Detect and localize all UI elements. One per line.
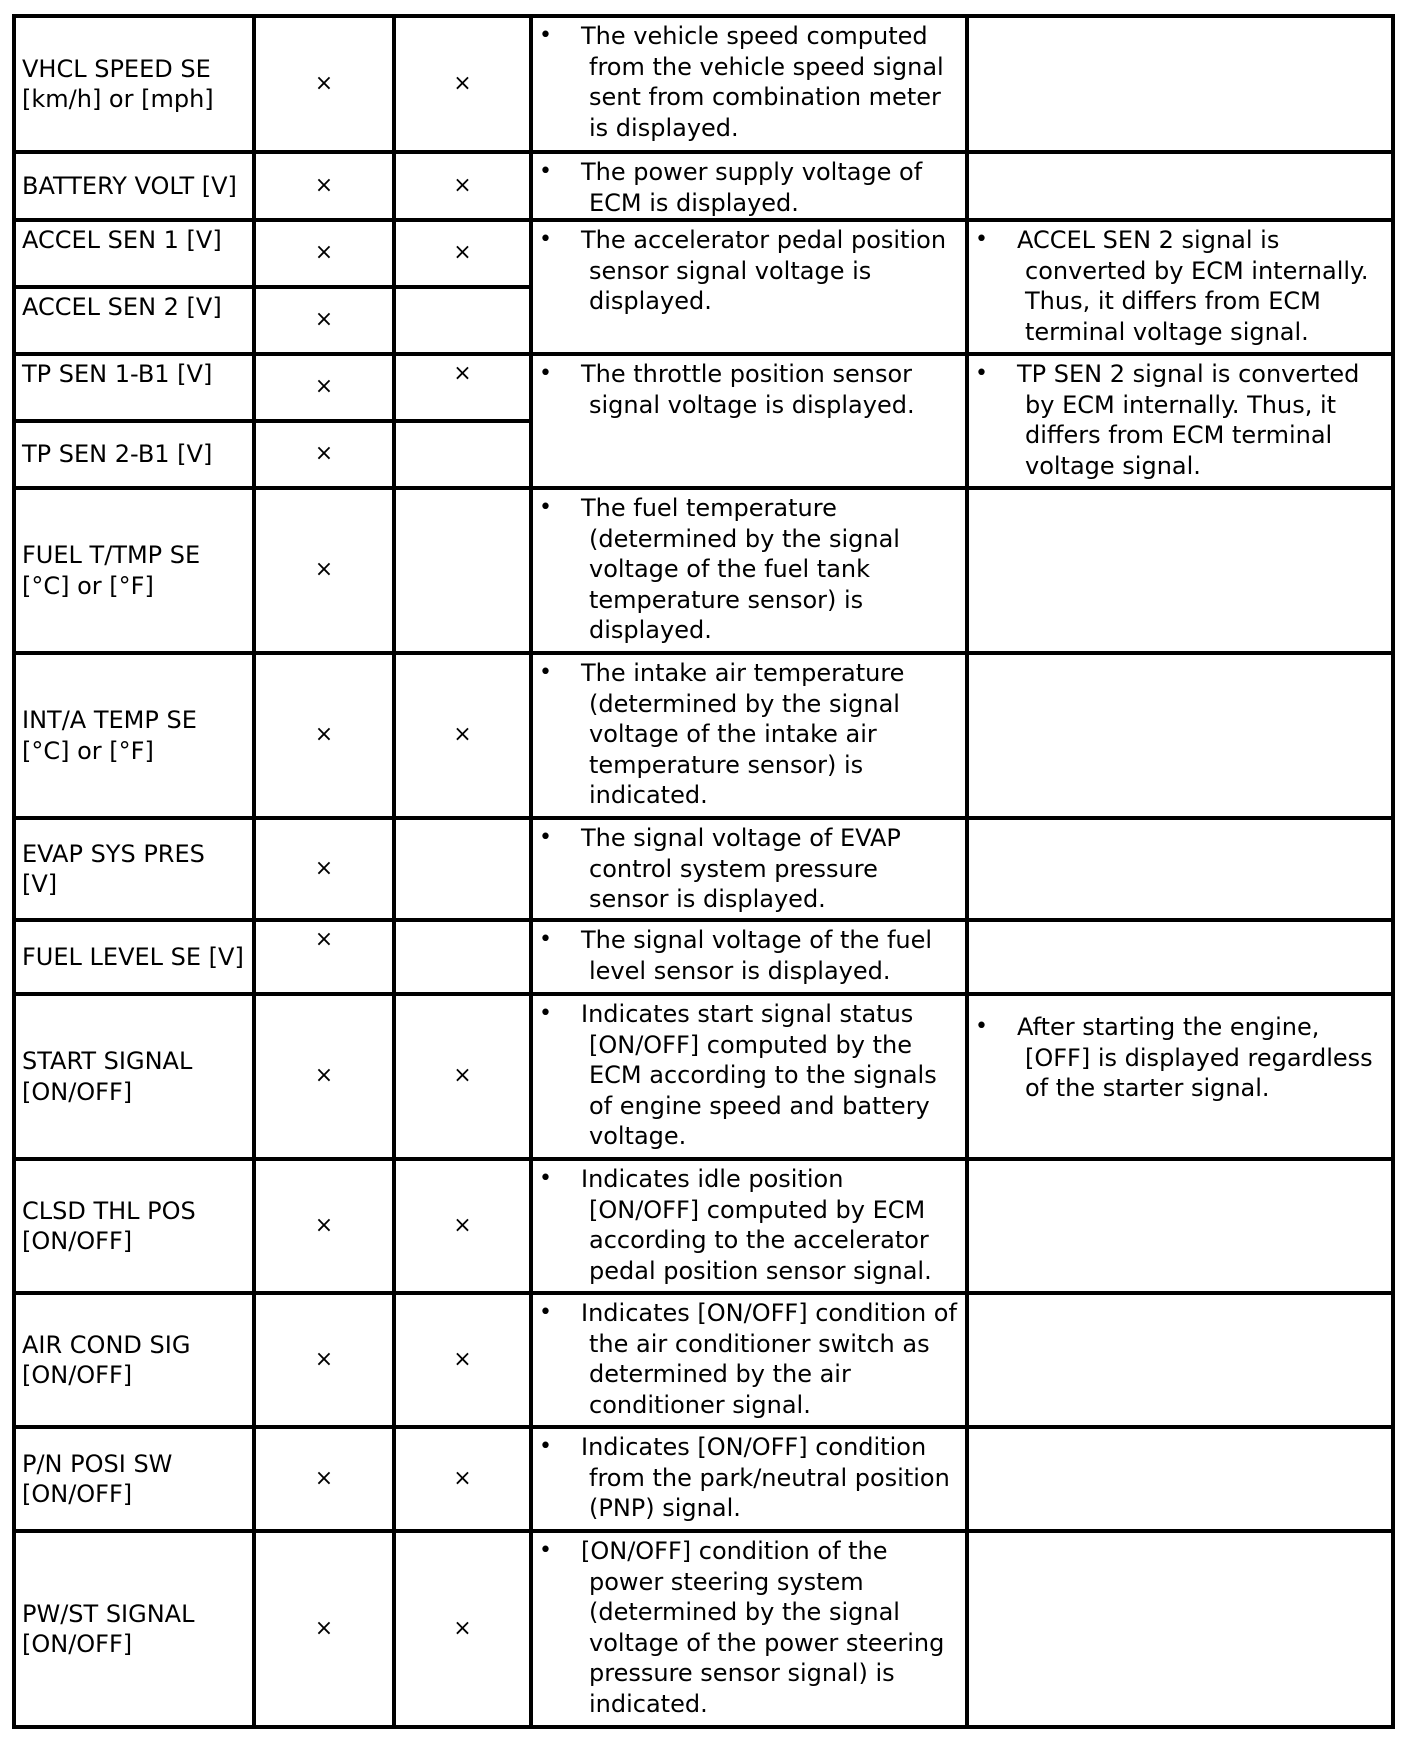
description-cell [531,1427,967,1531]
description-cell [531,994,967,1159]
description-text: • Indicates [ON/OFF] condition from the park/neutral position (PNP) signal. [539,1432,959,1524]
monitor-item-name: BATTERY VOLT [V] [14,152,254,220]
selection-mark [394,818,531,920]
main-signals-mark: × [254,421,394,488]
table-row [14,488,1393,653]
monitor-item-name: P/N POSI SW [ON/OFF] [14,1427,254,1531]
selection-mark: × [394,1427,531,1531]
remarks-cell [967,653,1393,818]
table-row [14,653,1393,818]
monitor-item-name: FUEL LEVEL SE [V] [14,920,254,994]
selection-mark [394,920,531,994]
table-row [14,220,1393,287]
remarks-cell [967,152,1393,220]
main-signals-mark: × [254,1293,394,1427]
description-text: • Indicates start signal status [ON/OFF] computed by the ECM according to the signals of engine speed and battery voltage. [539,999,959,1152]
main-signals-mark: × [254,994,394,1159]
description-text: • Indicates [ON/OFF] condition of the air conditioner switch as determined by the air conditioner signal. [539,1298,959,1420]
main-signals-mark: × [254,16,394,152]
selection-mark: × [394,220,531,287]
table-row [14,1531,1393,1727]
description-cell [531,152,967,220]
monitor-item-name: EVAP SYS PRES [V] [14,818,254,920]
remarks-text: • TP SEN 2 signal is converted by ECM internally. Thus, it differs from ECM terminal voltage signal. [975,359,1385,481]
remarks-cell [967,16,1393,152]
main-signals-mark: × [254,818,394,920]
description-cell [531,220,967,354]
monitor-item-name: PW/ST SIGNAL [ON/OFF] [14,1531,254,1727]
description-cell [531,16,967,152]
main-signals-mark: × [254,220,394,287]
description-text: • The fuel temperature (determined by the signal voltage of the fuel tank temperature sensor) is displayed. [539,493,959,646]
monitor-item-name: CLSD THL POS [ON/OFF] [14,1159,254,1293]
table-row [14,920,1393,994]
remarks-cell [967,1531,1393,1727]
table-row [14,1427,1393,1531]
monitor-item-name: VHCL SPEED SE [km/h] or [mph] [14,16,254,152]
main-signals-mark: × [254,152,394,220]
description-text: • The vehicle speed computed from the vehicle speed signal sent from combination meter is displayed. [539,21,959,143]
selection-mark: × [394,653,531,818]
remarks-text: • After starting the engine, [OFF] is displayed regardless of the starter signal. [975,1012,1385,1104]
description-text: • [ON/OFF] condition of the power steering system (determined by the signal voltage of the power steering pressure sensor signal) is indicated. [539,1536,959,1719]
table-row [14,994,1393,1159]
main-signals-mark: × [254,354,394,421]
main-signals-mark: × [254,1159,394,1293]
main-signals-mark: × [254,653,394,818]
selection-mark: × [394,1293,531,1427]
description-cell [531,1159,967,1293]
selection-mark [394,287,531,354]
remarks-cell [967,818,1393,920]
remarks-cell [967,1159,1393,1293]
remarks-cell [967,1293,1393,1427]
description-text: • The accelerator pedal position sensor signal voltage is displayed. [539,225,959,317]
description-text: • The throttle position sensor signal voltage is displayed. [539,359,959,420]
monitor-item-name: TP SEN 2-B1 [V] [14,421,254,488]
selection-mark [394,488,531,653]
description-text: • The power supply voltage of ECM is displayed. [539,157,959,218]
monitor-item-name: AIR COND SIG [ON/OFF] [14,1293,254,1427]
description-cell [531,354,967,488]
monitor-item-name: START SIGNAL [ON/OFF] [14,994,254,1159]
table-row [14,1293,1393,1427]
description-text: • Indicates idle position [ON/OFF] computed by ECM according to the accelerator pedal position sensor signal. [539,1164,959,1286]
selection-mark: × [394,994,531,1159]
description-cell [531,1531,967,1727]
selection-mark: × [394,16,531,152]
selection-mark [394,421,531,488]
selection-mark: × [394,1531,531,1727]
remarks-cell [967,220,1393,354]
monitor-item-name: FUEL T/TMP SE [°C] or [°F] [14,488,254,653]
remarks-cell [967,920,1393,994]
remarks-cell [967,488,1393,653]
description-cell [531,488,967,653]
description-cell [531,818,967,920]
main-signals-mark: × [254,1427,394,1531]
selection-mark: × [394,152,531,220]
main-signals-mark: × [254,488,394,653]
remarks-text: • ACCEL SEN 2 signal is converted by ECM internally. Thus, it differs from ECM terminal voltage signal. [975,225,1385,347]
selection-mark: × [394,354,531,421]
main-signals-mark: × [254,920,394,994]
monitor-item-name: ACCEL SEN 1 [V] [14,220,254,287]
monitor-item-name: TP SEN 1-B1 [V] [14,354,254,421]
description-text: • The intake air temperature (determined by the signal voltage of the intake air temperature sensor) is indicated. [539,658,959,811]
description-cell [531,653,967,818]
table-row [14,16,1393,152]
main-signals-mark: × [254,287,394,354]
table-row [14,818,1393,920]
description-cell [531,920,967,994]
selection-mark: × [394,1159,531,1293]
table-row [14,1159,1393,1293]
table-row [14,354,1393,421]
remarks-cell [967,1427,1393,1531]
main-signals-mark: × [254,1531,394,1727]
table-row [14,152,1393,220]
description-cell [531,1293,967,1427]
monitor-item-name: ACCEL SEN 2 [V] [14,287,254,354]
monitor-item-name: INT/A TEMP SE [°C] or [°F] [14,653,254,818]
remarks-cell [967,994,1393,1159]
description-text: • The signal voltage of the fuel level sensor is displayed. [539,925,959,986]
description-text: • The signal voltage of EVAP control system pressure sensor is displayed. [539,823,959,915]
monitor-item-table [12,14,1395,1729]
remarks-cell [967,354,1393,488]
